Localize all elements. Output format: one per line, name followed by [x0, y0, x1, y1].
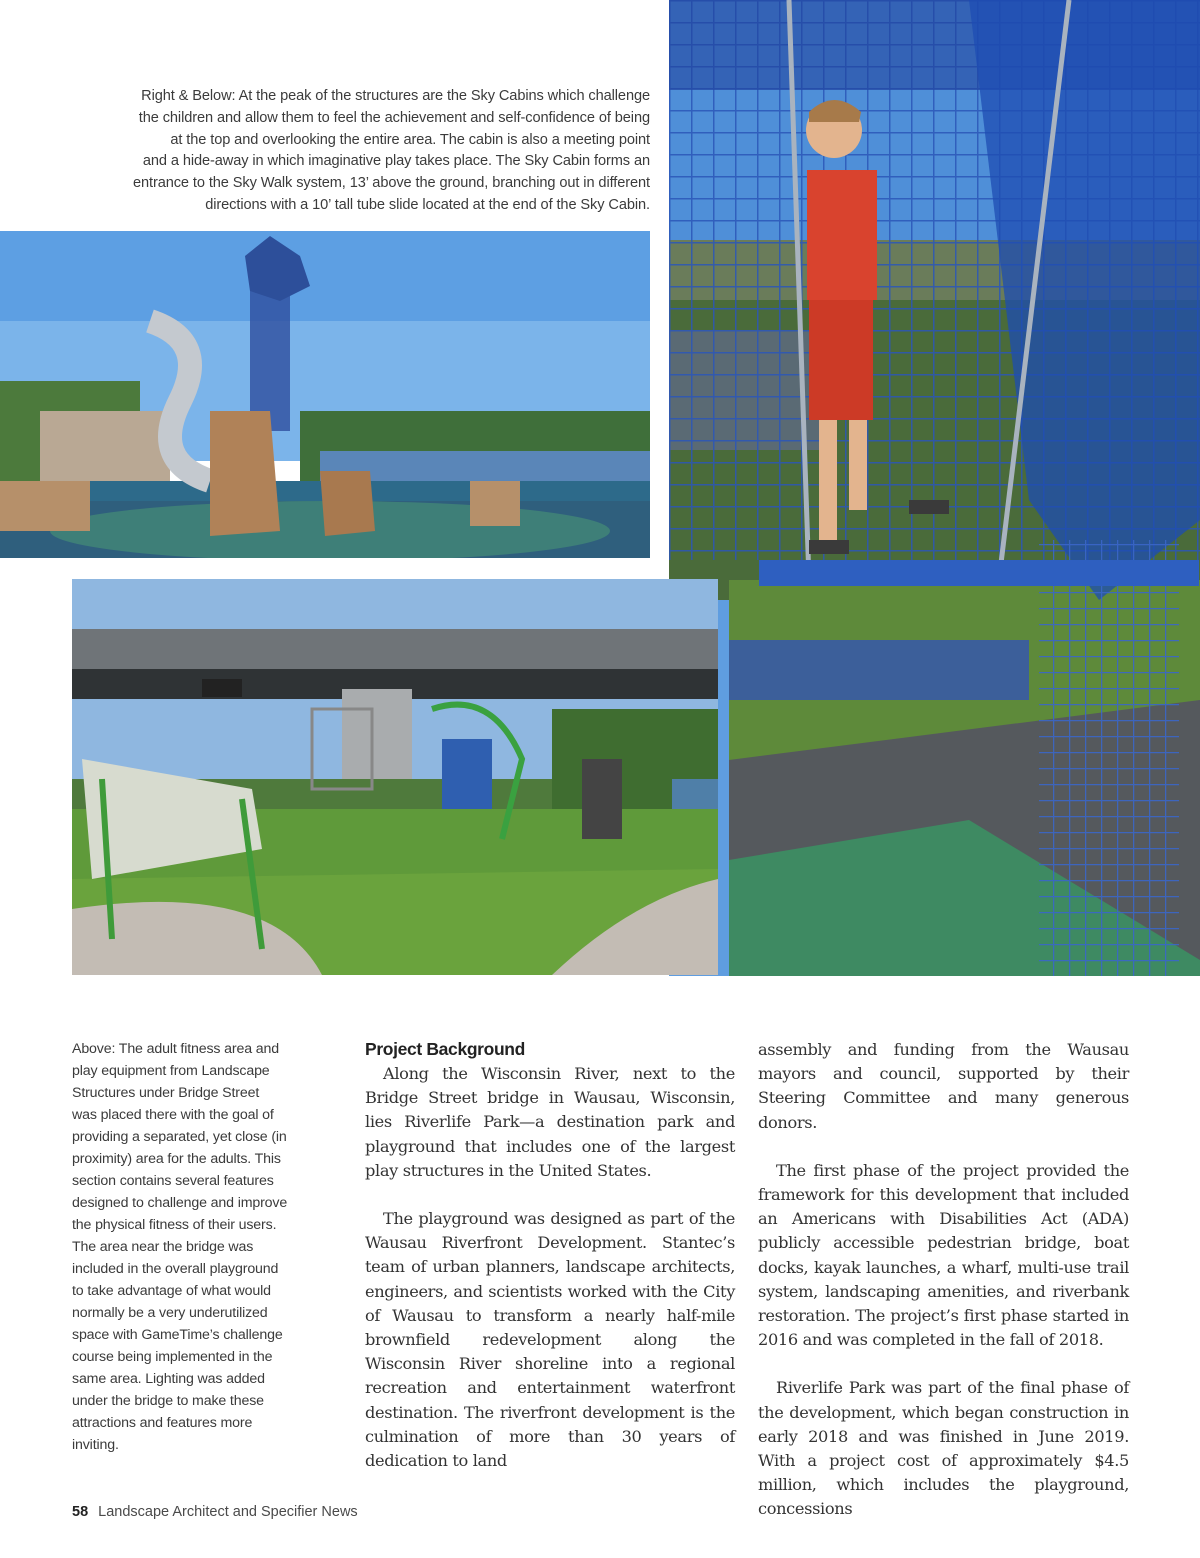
- section-heading: Project Background: [365, 1039, 525, 1059]
- caption-left: [72, 1038, 312, 1456]
- caption-left-line: space with GameTime’s challenge: [72, 1327, 283, 1343]
- page-number: 58: [72, 1504, 89, 1520]
- caption-top-line: the children and allow them to feel the achievement and self-confidence of being: [138, 109, 650, 126]
- caption-left-line: attractions and features more: [72, 1415, 253, 1431]
- article-paragraph: The playground was designed as part of the Wausau Riverfront Development. Stantec’s team of urban planners, landscape architects, engineers, and scientists worked with the City of Wausau to transform a nearly half-mile brownfield redevelopment along the Wisconsin River shoreline into a regional recreation and entertainment waterfront destination. The riverfront development is the culmination of more than 30 years of dedication to land: [365, 1209, 735, 1471]
- caption-left-line: inviting.: [72, 1437, 119, 1453]
- caption-left-line: same area. Lighting was added: [72, 1371, 265, 1387]
- photo-adult-fitness-area: [72, 579, 718, 975]
- article-paragraph: Along the Wisconsin River, next to the Bridge Street bridge in Wausau, Wisconsin, lies Riverlife Park—a destination park and playground that includes one of the largest play structures in the United States.: [365, 1064, 735, 1180]
- caption-top: [100, 86, 650, 217]
- article-column-2: [365, 1038, 735, 1473]
- caption-left-line: was placed there with the goal of: [72, 1107, 274, 1123]
- caption-left-line: play equipment from Landscape: [72, 1063, 270, 1079]
- caption-top-line: Right & Below: At the peak of the structures are the Sky Cabins which challenge: [141, 88, 650, 104]
- caption-top-line: and a hide-away in which imaginative play takes place. The Sky Cabin forms an: [142, 153, 650, 170]
- caption-left-line: included in the overall playground: [72, 1261, 279, 1277]
- photo-sky-walk-net: [669, 0, 1200, 976]
- photo-sky-cabin-slide: [0, 231, 650, 558]
- article-paragraph-continuation: assembly and funding from the Wausau mayors and council, supported by their Steering Committee and many generous donors.: [758, 1040, 1129, 1132]
- caption-top-line: directions with a 10’ tall tube slide located at the end of the Sky Cabin.: [205, 196, 650, 213]
- caption-left-line: The area near the bridge was: [72, 1239, 254, 1255]
- article-column-3: [758, 1038, 1129, 1522]
- caption-left-line: proximity) area for the adults. This: [72, 1151, 281, 1167]
- caption-left-line: designed to challenge and improve: [72, 1195, 288, 1211]
- article-paragraph: The first phase of the project provided the framework for this development that included an Americans with Disabilities Act (ADA) publicly accessible pedestrian bridge, boat docks, kayak launches, a wharf, multi-use trail system, landscaping amenities, and riverbank restoration. The project’s first phase started in 2016 and was completed in the fall of 2018.: [758, 1160, 1129, 1350]
- publication-name: Landscape Architect and Specifier News: [98, 1504, 358, 1520]
- caption-left-line: normally be a very underutilized: [72, 1305, 268, 1321]
- article-paragraph: Riverlife Park was part of the final phase of the development, which began construction in early 2018 and was finished in June 2019. With a project cost of approximately $4.5 million, which includes the playground, concessions: [758, 1378, 1129, 1519]
- caption-left-line: section contains several features: [72, 1173, 274, 1189]
- caption-left-line: course being implemented in the: [72, 1349, 273, 1365]
- caption-top-line: at the top and overlooking the entire area. The cabin is also a meeting point: [170, 131, 650, 148]
- caption-top-line: entrance to the Sky Walk system, 13’ above the ground, branching out in different: [132, 175, 650, 192]
- caption-left-line: Above: The adult fitness area and: [72, 1041, 279, 1057]
- caption-left-line: Structures under Bridge Street: [72, 1085, 260, 1101]
- caption-left-line: providing a separated, yet close (in: [72, 1129, 287, 1145]
- page-footer: [72, 1504, 358, 1520]
- caption-left-line: the physical fitness of their users.: [72, 1217, 277, 1233]
- caption-left-line: under the bridge to make these: [72, 1393, 264, 1409]
- caption-left-line: to take advantage of what would: [72, 1283, 271, 1299]
